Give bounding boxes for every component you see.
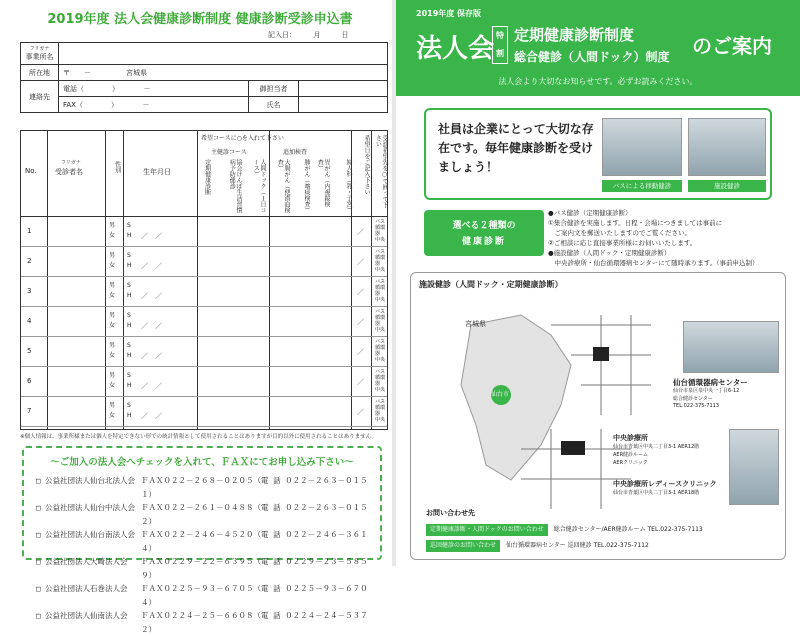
era-options[interactable]: S H: [127, 372, 132, 389]
place-options[interactable]: バス 循環器 中央: [375, 399, 386, 423]
fax-item[interactable]: □ 公益社団法人仙台中法人会 ＦＡＸ０２２－２６１－０４８８（電 話 ０２２－２６３－０１５２）: [36, 503, 368, 526]
sex-options[interactable]: 男 女: [109, 402, 116, 419]
banner-subtitle: 法人会より大切なお知らせです。必ずお読みください。: [498, 77, 698, 86]
title-line-1: 定期健康診断制度: [514, 26, 635, 44]
fax-item[interactable]: □ 公益社団法人仙南法人会 ＦＡＸ０２２４－２５－６６０８（電 話 ０２２４－２４－５３７２）: [36, 611, 368, 634]
goannai-title: のご案内: [692, 34, 772, 58]
era-options[interactable]: S H: [127, 312, 132, 329]
col-sex: 性別: [113, 161, 121, 173]
entry-date: 記入日： 月 日: [268, 31, 349, 39]
era-options[interactable]: S H: [127, 222, 132, 239]
sex-options[interactable]: 男 女: [109, 342, 116, 359]
hojinkai-title: 法人会: [416, 34, 495, 64]
map-miyagi: 宮城県: [465, 320, 486, 328]
center1-name: 仙台循環器病センター: [673, 378, 748, 387]
extra-colon: 大腸がん（便潜血検査）: [276, 159, 290, 213]
center2-name: 中央診療所: [613, 434, 648, 442]
address-field[interactable]: 〒 － 宮城県: [59, 65, 388, 81]
extra-exam-header: 追加検査: [283, 149, 308, 156]
title-banner: [396, 0, 800, 96]
center1-tel: TEL.022-375-7113: [673, 403, 720, 409]
center1-address: 仙台市泉区泉中央一丁目6-12: [673, 388, 740, 394]
center1-photo: [683, 321, 779, 373]
birth-date-field[interactable]: ／ ／: [141, 292, 162, 300]
col-name: 受診者名: [55, 168, 83, 176]
tokuwari-badge: 特 割: [492, 26, 508, 64]
company-info-table: [20, 42, 388, 113]
place-options[interactable]: バス 循環器 中央: [375, 249, 386, 273]
hope-date-field[interactable]: ／: [357, 288, 364, 296]
name-label: 氏名: [249, 97, 299, 113]
sex-options[interactable]: 男 女: [109, 252, 116, 269]
row-number: 5: [27, 347, 32, 355]
company-label: フリガナ 事業所名: [21, 43, 59, 65]
contact-section: [426, 508, 766, 556]
sex-options[interactable]: 男 女: [109, 222, 116, 239]
row-number: 4: [27, 317, 32, 325]
contact-heading: お問い合わせ先: [426, 509, 475, 517]
message-box: [424, 108, 772, 200]
birth-date-field[interactable]: ／ ／: [141, 352, 162, 360]
table-row[interactable]: [21, 247, 387, 277]
table-row[interactable]: [21, 307, 387, 337]
hope-header: 希望コースに○を入れて下さい: [201, 135, 284, 142]
row-number: 7: [27, 407, 32, 415]
contact-row-1: 定期健康診断・人間ドックのお問い合わせ 総合健診センター/AER健診ルーム TEL.022-375-7113: [426, 524, 766, 536]
table-row[interactable]: [21, 277, 387, 307]
table-row[interactable]: [21, 367, 387, 397]
application-form-page: [0, 0, 392, 634]
facility-photo: [688, 118, 766, 176]
table-row[interactable]: [21, 217, 387, 247]
extra-lung: 肺がん（喀痰検査）: [303, 159, 310, 213]
main-course-header: 主健診コース: [211, 149, 247, 156]
tel-field[interactable]: 電話（ ） －: [59, 81, 249, 97]
company-name-field[interactable]: [59, 43, 388, 65]
fax-box: [22, 446, 382, 634]
name-field[interactable]: [299, 97, 388, 113]
year-label: 2019年度 保存版: [416, 9, 482, 18]
fax-field[interactable]: FAX（ ） －: [59, 97, 249, 113]
address-label: 所在地: [21, 65, 59, 81]
title-line-2: 総合健診（人間ドック）制度: [514, 50, 670, 64]
course-kyokai: 協会けんぽ生活習慣病予防健診: [228, 159, 242, 213]
era-options[interactable]: S H: [127, 342, 132, 359]
fax-list: [36, 474, 376, 636]
extra-gyne: 婦人科（乳・子宮）: [345, 159, 352, 213]
hope-date-field[interactable]: ／: [357, 378, 364, 386]
course-teiki: 定期健康診断: [203, 159, 211, 195]
person-field[interactable]: [299, 81, 388, 97]
center2-sub1: AER健診ルーム: [613, 452, 649, 458]
col-furigana: フリガナ: [61, 160, 81, 166]
table-header: [21, 131, 387, 217]
bus-caption: バスによる移動健診: [602, 180, 682, 192]
fax-item[interactable]: □ 公益社団法人仙台北法人会 ＦＡＸ０２２－２６８－０２０５（電 話 ０２２－２６３－０１５１）: [36, 476, 368, 499]
bus-photo: [602, 118, 682, 176]
table-row[interactable]: [21, 397, 387, 427]
row-number: 2: [27, 257, 32, 265]
fax-title: ～ご加入の法人会へチェックを入れて、ＦＡＸにてお申し込み下さい～: [50, 457, 354, 468]
row-number: 3: [27, 287, 32, 295]
row-number: 6: [27, 377, 32, 385]
privacy-note: ※個人情報は、事業所様または個人を特定できない形での統計情報として使用されることはありますが目的以外に使用されることはありません。: [20, 434, 377, 440]
center2-address: 仙台市青葉区中央二丁目3-1 AER12階: [613, 444, 700, 450]
applicant-table: [20, 130, 388, 430]
birth-date-field[interactable]: ／ ／: [141, 382, 162, 390]
era-options[interactable]: S H: [127, 252, 132, 269]
extra-stomach: 胃がん（内視鏡検査）: [316, 159, 330, 207]
row-number: 1: [27, 227, 32, 235]
center3-address: 仙台市青葉区中央二丁目3-1 AER18階: [613, 490, 700, 496]
hope-date-field[interactable]: ／: [357, 348, 364, 356]
hope-date-field[interactable]: ／: [357, 258, 364, 266]
birth-date-field[interactable]: ／ ／: [141, 262, 162, 270]
birth-date-field[interactable]: ／ ／: [141, 232, 162, 240]
fax-item[interactable]: □ 公益社団法人仙台南法人会 ＦＡＸ０２２－２４６－４５２０（電 話 ０２２－２４６－３６１４）: [36, 530, 368, 553]
place-options[interactable]: バス 循環器 中央: [375, 339, 386, 363]
birth-date-field[interactable]: ／ ／: [141, 412, 162, 420]
birth-date-field[interactable]: ／ ／: [141, 322, 162, 330]
facility-caption: 施設健診: [688, 180, 766, 192]
guide-page: [396, 0, 800, 566]
era-options[interactable]: S H: [127, 402, 132, 419]
place-options[interactable]: バス 循環器 中央: [375, 279, 386, 303]
types-badge: 選べる２種類の 健康診断: [424, 210, 544, 256]
sex-options[interactable]: 男 女: [109, 372, 116, 389]
place-options[interactable]: バス 循環器 中央: [375, 219, 386, 243]
sex-options[interactable]: 男 女: [109, 312, 116, 329]
place-options[interactable]: バス 循環器 中央: [375, 309, 386, 333]
types-description: ●バス健診（定期健康診断） ①集合健診を実施します。日程・会場につきましては事前に ご案内文を郵送いたしますのでご覧ください。 ②ご相談に応じ直接事業所様にお伺いいたします。 ●施設健診（人間ドック・定期健康診断） 中央診療所・仙台循環器病センターにて随時承ります。（事前申込制）: [548, 209, 759, 267]
contact-label: 連絡先: [21, 81, 59, 113]
col-no: No.: [25, 167, 37, 175]
center1-sub: 総合健診センター: [673, 396, 713, 402]
fax-item[interactable]: □ 公益社団法人大崎法人会 ＦＡＸ０２２９－２２－６３９５（電 話 ０２２９－２３－５８５９）: [36, 557, 368, 580]
col-birth: 生年月日: [143, 168, 171, 176]
message-text: 社員は企業にとって大切な存在です。毎年健康診断を受けましょう！: [438, 122, 594, 174]
col-hope-date: 希望日をご記入下さい: [363, 135, 370, 195]
person-label: 御担当者: [249, 81, 299, 97]
table-row[interactable]: [21, 337, 387, 367]
center2-sub2: AERクリニック: [613, 460, 648, 466]
fax-item[interactable]: □ 公益社団法人石巻法人会 ＦＡＸ０２２５－９３－６７０５（電 話 ０２２５－９３－６７０４）: [36, 584, 368, 607]
hope-date-field[interactable]: ／: [357, 408, 364, 416]
hope-date-field[interactable]: ／: [357, 318, 364, 326]
era-options[interactable]: S H: [127, 282, 132, 299]
place-options[interactable]: バス 循環器 中央: [375, 369, 386, 393]
map-title: 施設健診（人間ドック・定期健康診断）: [419, 280, 563, 289]
aer-photo: [729, 429, 779, 505]
course-dock: 人間ドック（１日コース）: [252, 159, 266, 213]
map-sendai: 仙台市: [491, 391, 510, 398]
col-place: 受診希望先を○で囲って下さい: [374, 135, 388, 208]
sex-options[interactable]: 男 女: [109, 282, 116, 299]
hope-date-field[interactable]: ／: [357, 228, 364, 236]
center3-name: 中央診療所レディースクリニック: [613, 480, 717, 488]
contact-row-2: 巡回健診のお問い合わせ 仙台循環器病センター 巡回健診 TEL.022-375-7112: [426, 540, 766, 552]
form-title: 2019年度 法人会健康診断制度 健康診断受診申込書: [47, 12, 353, 27]
